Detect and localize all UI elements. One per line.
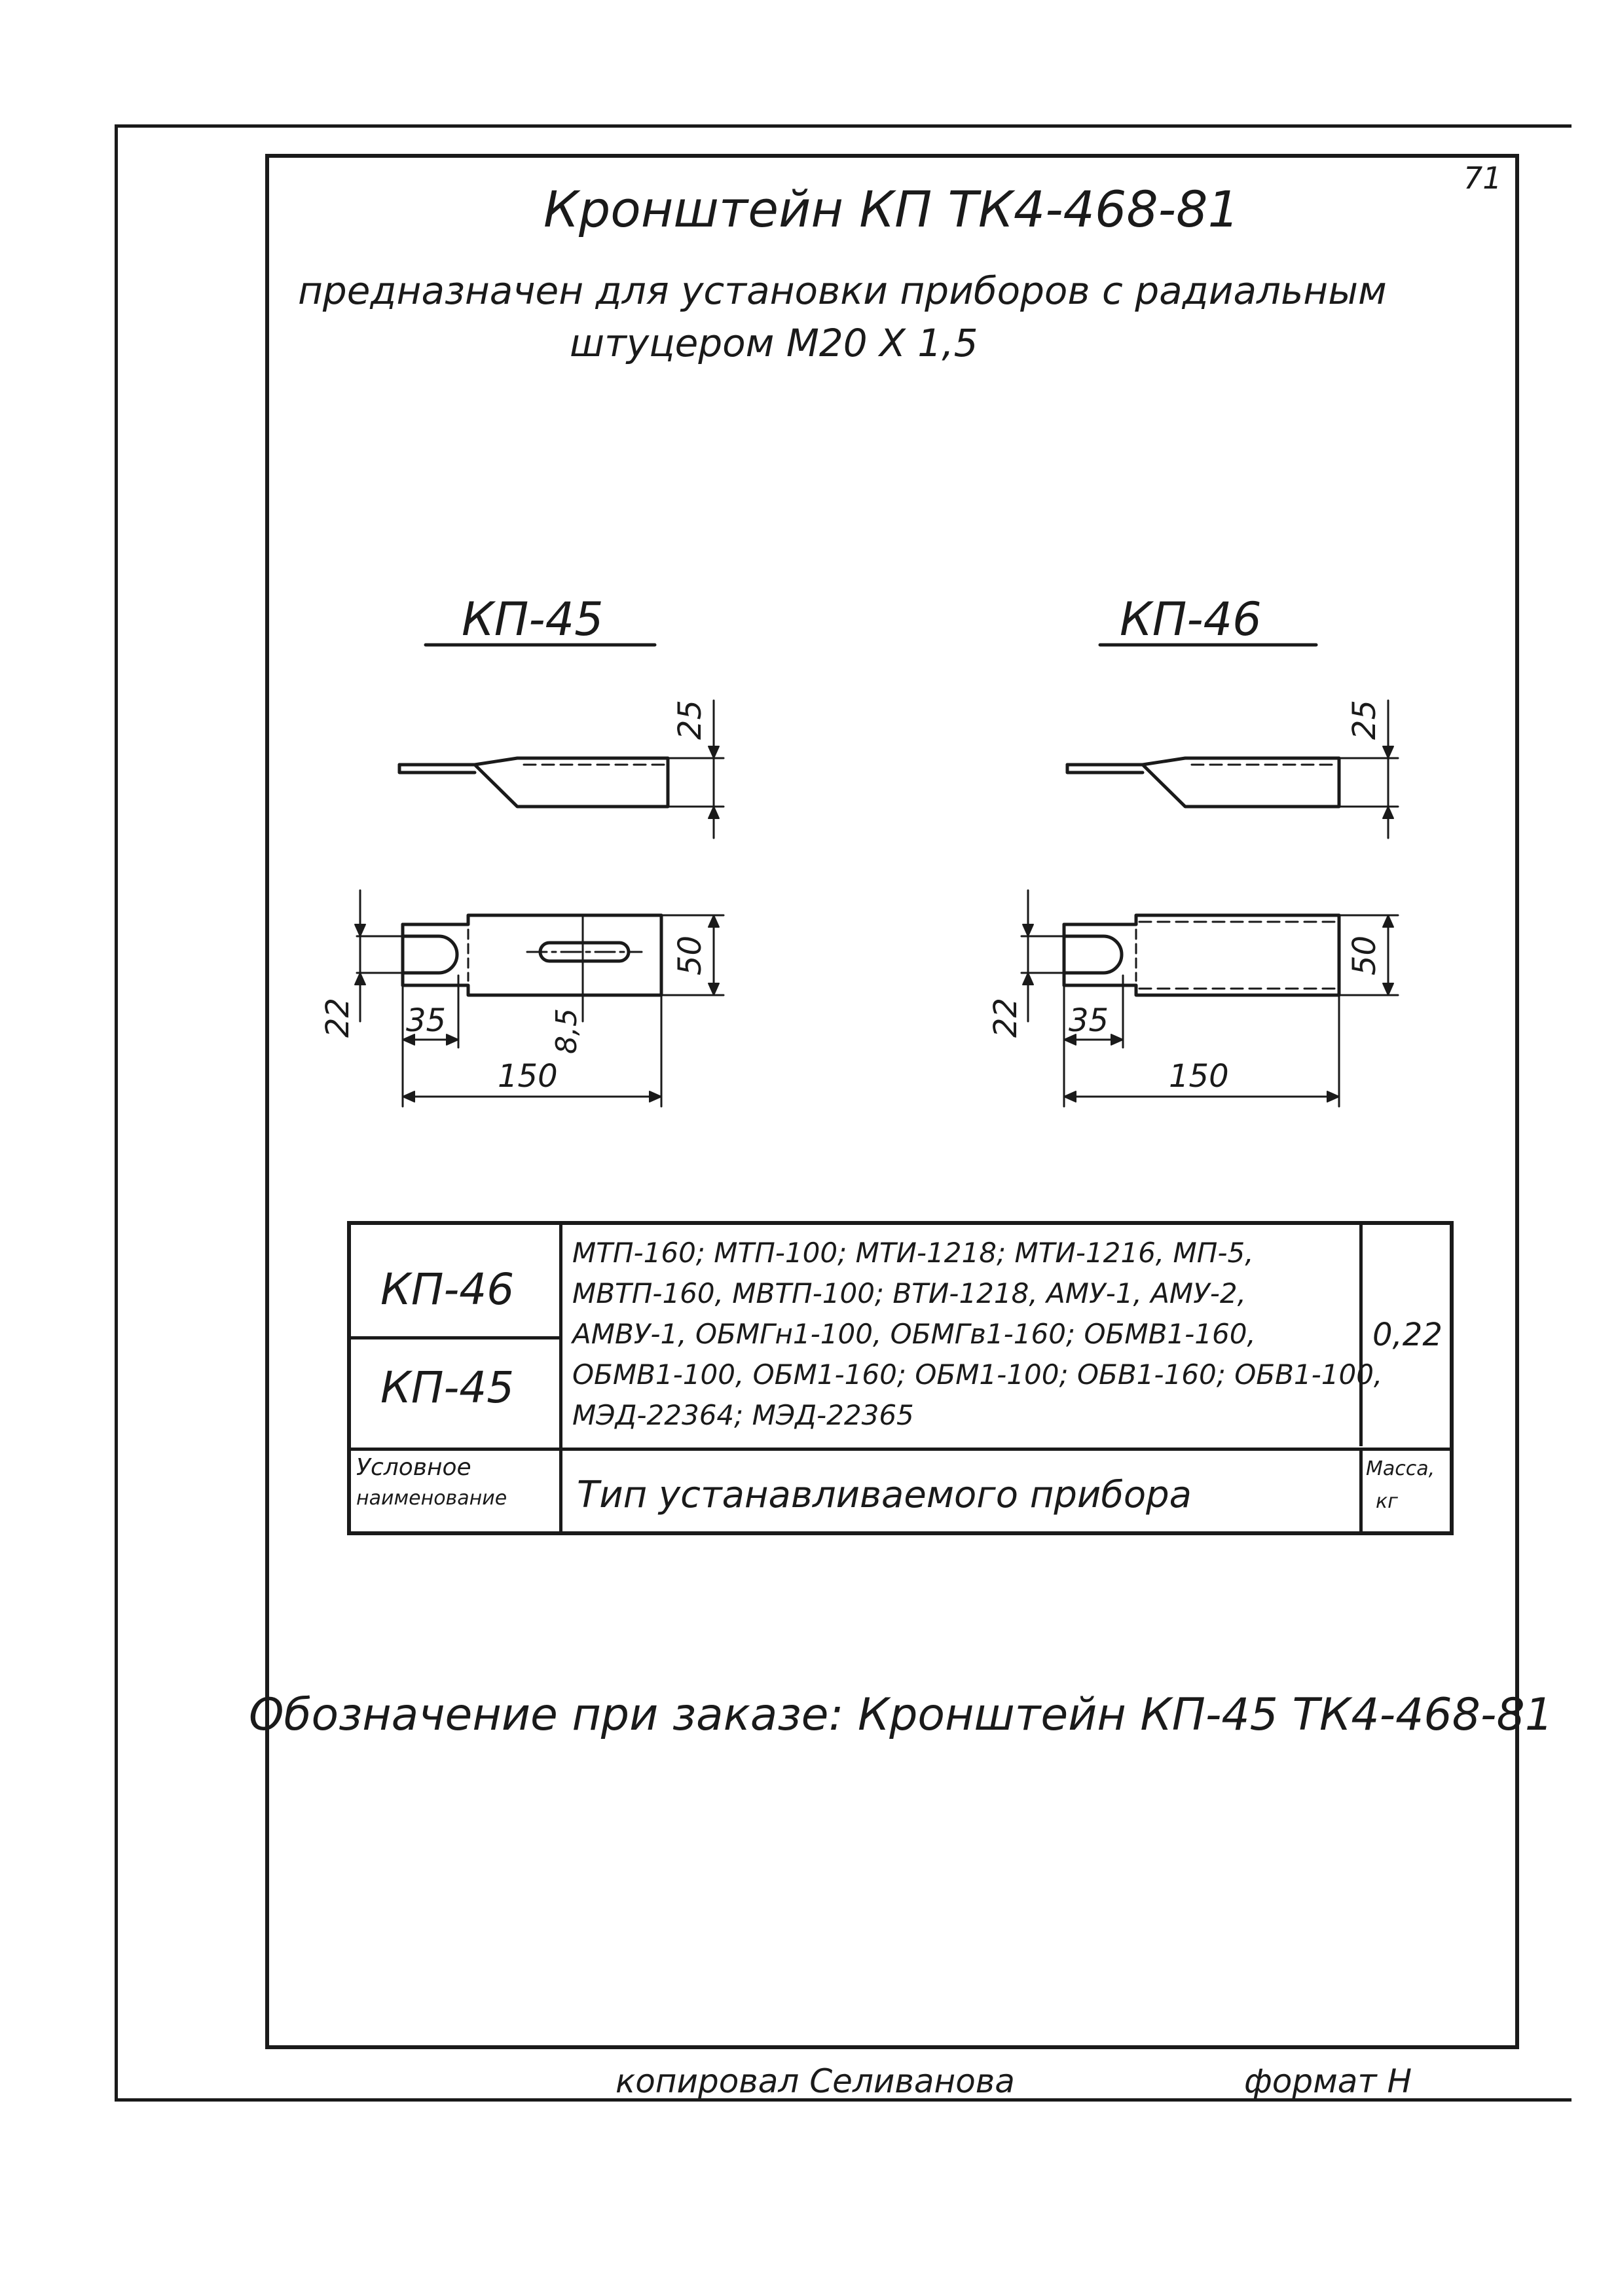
sheet-number: 71 [1463, 160, 1502, 196]
kp45-dim-width: 50 [672, 935, 708, 975]
header-type: Тип устанавливаемого прибора [577, 1474, 1192, 1516]
kp46-dim-35: 35 [1069, 1002, 1109, 1039]
header-name-1: Условное [356, 1454, 471, 1481]
kp46-dim-150: 150 [1169, 1058, 1229, 1095]
footer-copied: копировал Селиванова [616, 2062, 1015, 2100]
instrument-line-2: МВТП-160, МВТП-100; ВТИ-1218, АМУ-1, АМУ-2, [572, 1277, 1246, 1309]
kp45-dim-height: 25 [672, 699, 708, 740]
footer-format: формат Н [1244, 2062, 1412, 2100]
kp46-dim-width: 50 [1346, 935, 1383, 975]
kp46-dim-slot: 22 [987, 997, 1024, 1038]
kp46-label: КП-46 [1120, 592, 1262, 646]
mass-value: 0,22 [1372, 1317, 1443, 1353]
table-divider-2 [1359, 1225, 1363, 1446]
instrument-line-4: ОБМВ1-100, ОБМ1-160; ОБМ1-100; ОБВ1-160; ОБВ1-100, [572, 1358, 1383, 1391]
row-kp45-name: КП-45 [380, 1362, 515, 1413]
kp45-dim-150: 150 [498, 1058, 558, 1095]
order-designation: Обозначение при заказе: Кронштейн КП-45 ТК4-468-81 [249, 1689, 1553, 1741]
kp45-dim-35: 35 [406, 1002, 447, 1039]
table-row-divider [351, 1336, 559, 1339]
header-mass-1: Масса, [1366, 1457, 1435, 1480]
kp45-dim-85: 8,5 [550, 1008, 583, 1054]
spec-table [347, 1221, 1454, 1535]
table-divider-3 [1359, 1451, 1363, 1531]
title-line-2: предназначен для установки приборов с радиальным [298, 268, 1387, 313]
instrument-line-5: МЭД-22364; МЭД-22365 [572, 1399, 914, 1431]
header-name-2: наименование [356, 1487, 507, 1510]
title-line-3: штуцером М20 Х 1,5 [570, 321, 978, 365]
table-header-divider [351, 1448, 1450, 1451]
kp46-dim-height: 25 [1346, 699, 1383, 740]
table-divider-1 [559, 1225, 562, 1531]
kp45-dim-slot: 22 [320, 997, 356, 1038]
title-line-1: Кронштейн КП ТК4-468-81 [543, 180, 1240, 238]
instrument-line-1: МТП-160; МТП-100; МТИ-1218; МТИ-1216, МП-5, [572, 1237, 1254, 1269]
row-kp46-name: КП-46 [380, 1264, 515, 1315]
header-mass-2: кг [1376, 1490, 1398, 1513]
kp45-label: КП-45 [462, 592, 604, 646]
instrument-line-3: АМВУ-1, ОБМГн1-100, ОБМГв1-160; ОБМВ1-160, [572, 1318, 1256, 1350]
